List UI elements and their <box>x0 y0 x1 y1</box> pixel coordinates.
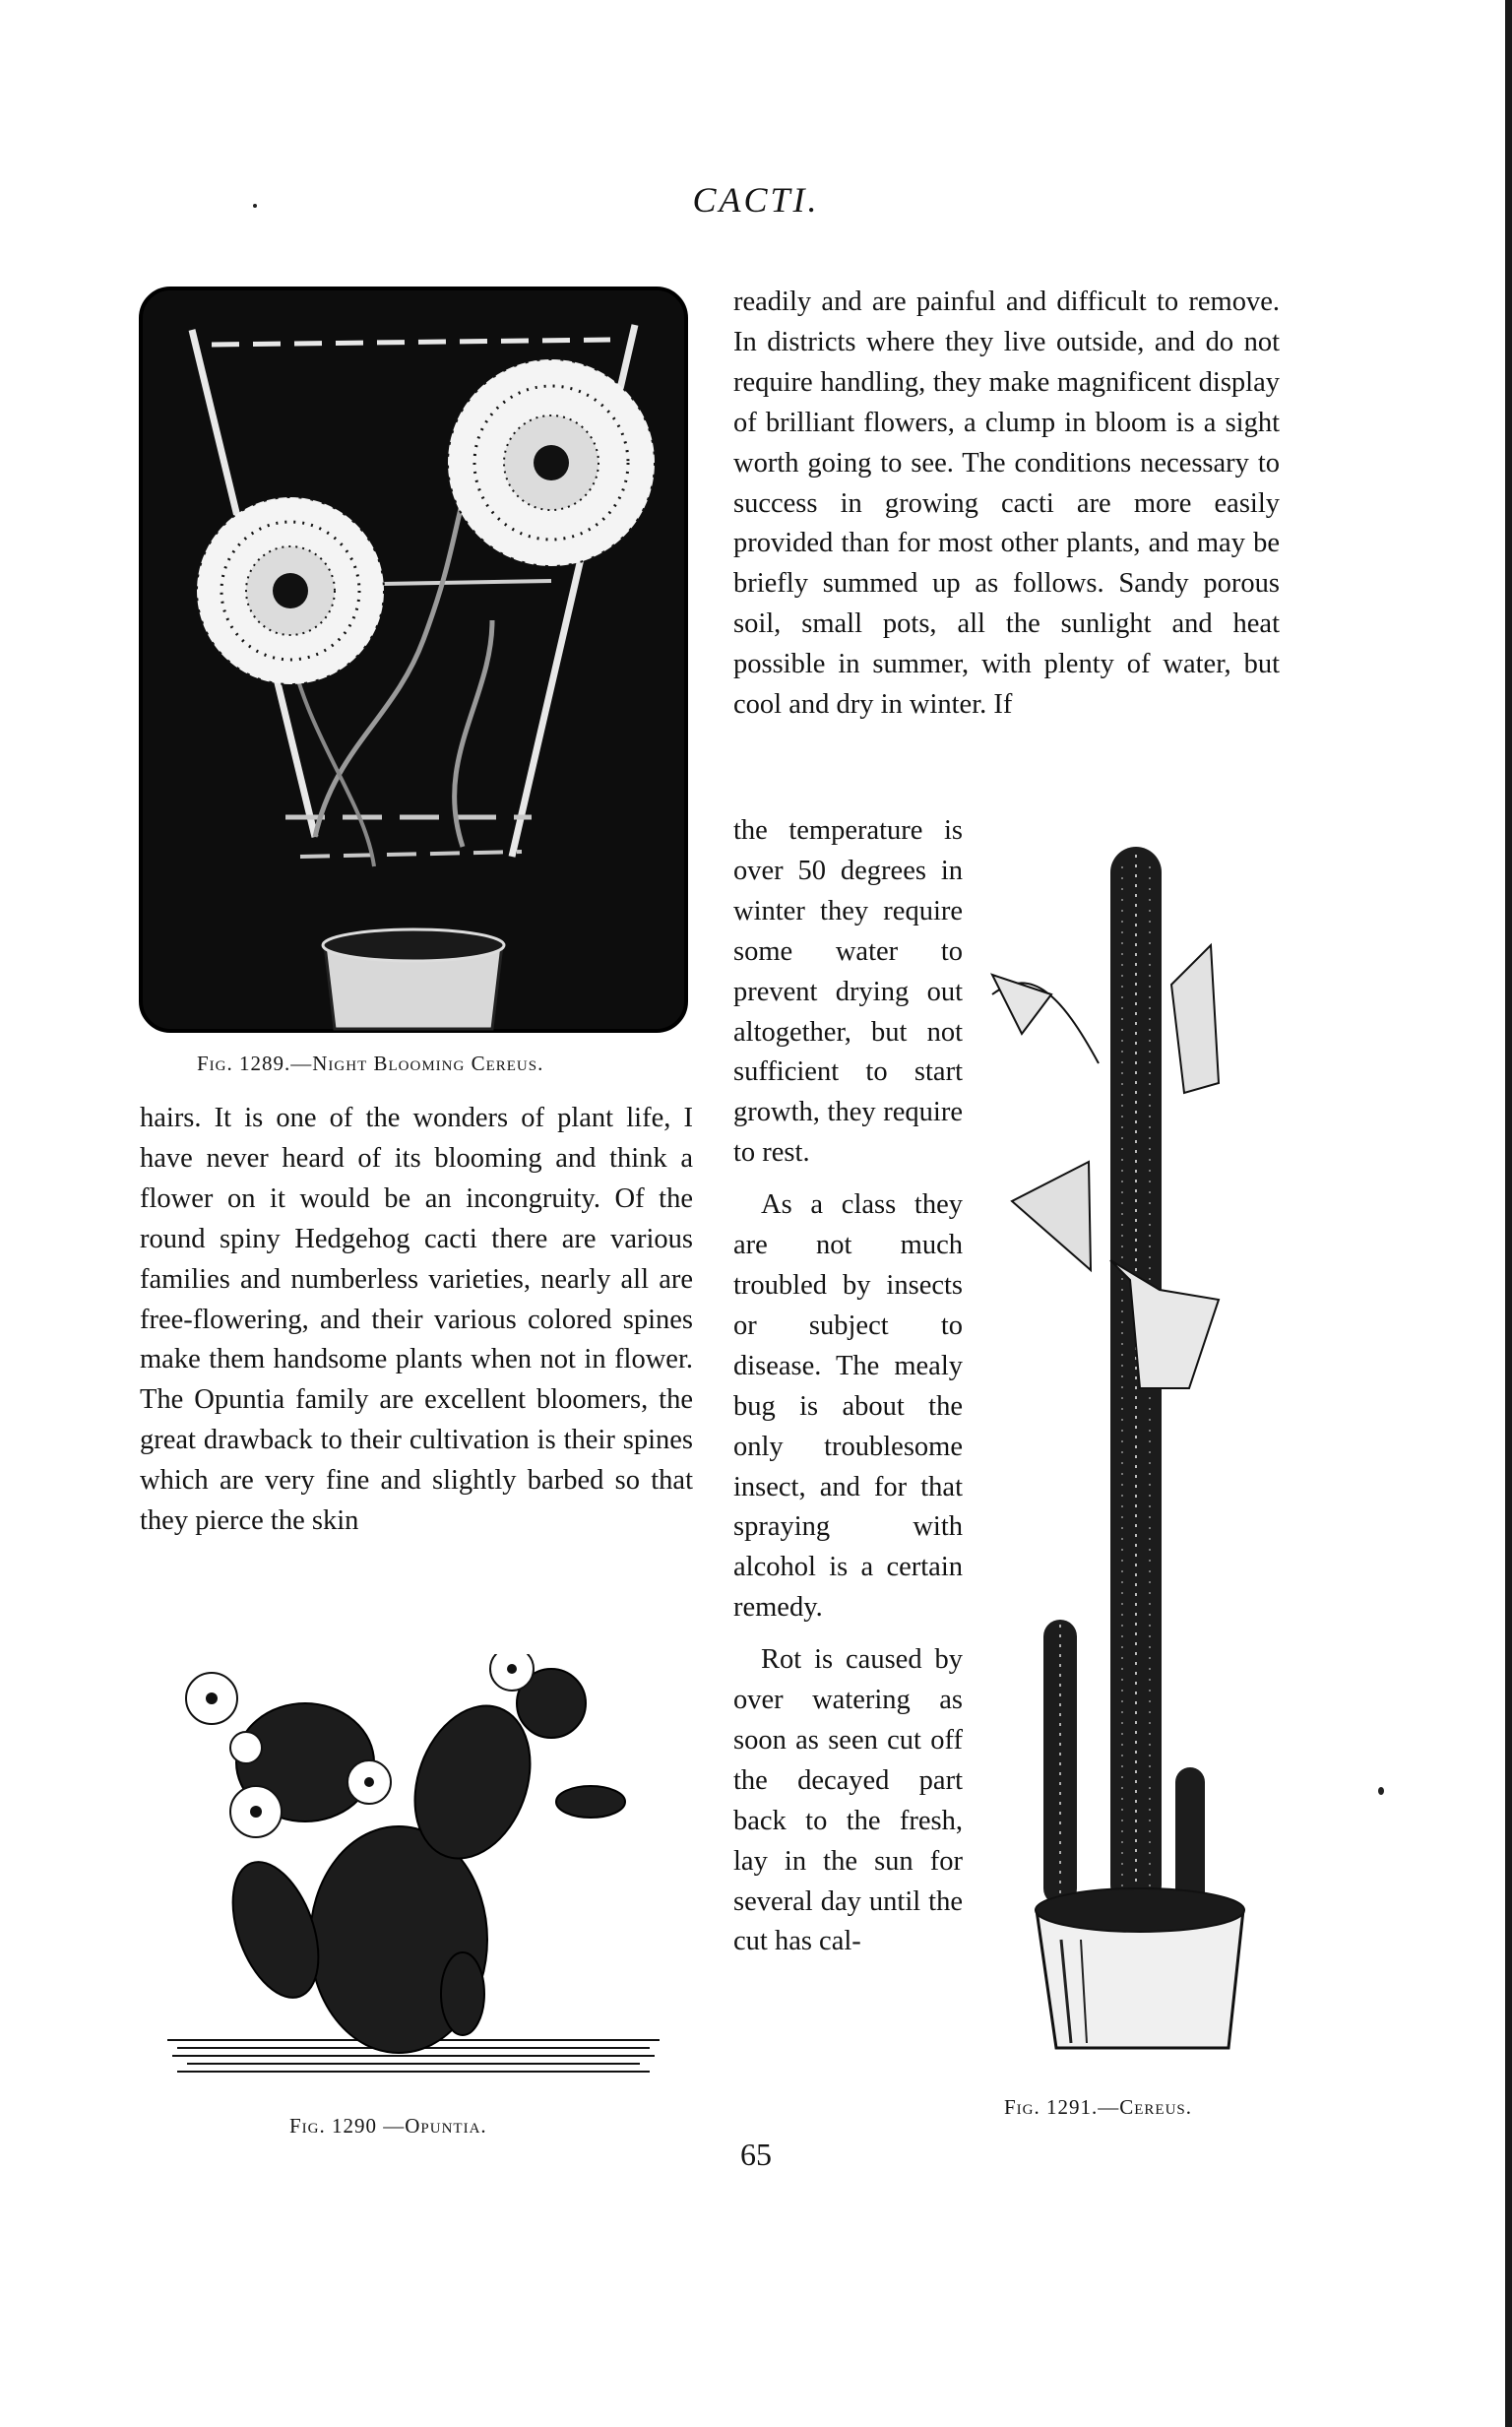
night-blooming-cereus-illustration <box>138 286 689 1034</box>
temperature-paragraph: the temperature is over 50 degrees in winter they require some water to prevent drying out altogether, but not sufficient to start growth, they require to rest. <box>733 815 963 1169</box>
rot-paragraph: Rot is caused by over watering as soon as seen cut off the decayed part back to the fresh, lay in the sun for several day until the cut has cal- <box>733 1644 963 1957</box>
right-column-paragraph: readily and are painful and difficult to remove. In districts where they live outside, and do not require handling, they make magnificent display of brilliant flowers, a clump in bloom is a sight worth going to see. The conditions necessary to success in growing cacti are more easily provided than for most other plants, and may be briefly summed up as follows. Sandy porous soil, small pots, all the sunlight and heat possible in summer, with plenty of water, but cool and dry in winter. If <box>733 287 1280 721</box>
page-speck <box>1378 1787 1384 1795</box>
page-number: 65 <box>740 2137 772 2172</box>
left-column-text <box>140 1099 693 1542</box>
page-speck <box>253 204 257 208</box>
figure-1291-caption: Fig. 1291.—Cereus. <box>1004 2095 1193 2119</box>
page-title: CACTI. <box>692 180 820 220</box>
insects-paragraph: As a class they are not much troubled by insects or subject to disease. The mealy bug is about the only troublesome insect, and for that spraying with alcohol is a certain remedy. <box>733 1189 963 1624</box>
opuntia-illustration <box>158 1654 669 2097</box>
cereus-illustration <box>982 837 1268 2092</box>
figure-1289-caption: Fig. 1289.—Night Blooming Cereus. <box>197 1052 544 1075</box>
page-edge-shadow <box>1505 0 1512 2427</box>
figure-1290-caption: Fig. 1290 —Opuntia. <box>289 2114 487 2138</box>
narrow-column-text <box>733 811 963 1962</box>
left-column-paragraph: hairs. It is one of the wonders of plant life, I have never heard of its blooming and think a flower on it would be an incongruity. Of the round spiny Hedgehog cacti there are various families and numberless varieties, nearly all are free-flowering, and their various colored spines make them handsome plants when not in flower. The Opuntia family are excellent bloomers, the great drawback to their cultivation is their spines which are very fine and slightly barbed so that they pierce the skin <box>140 1103 693 1537</box>
right-column-text <box>733 283 1280 726</box>
